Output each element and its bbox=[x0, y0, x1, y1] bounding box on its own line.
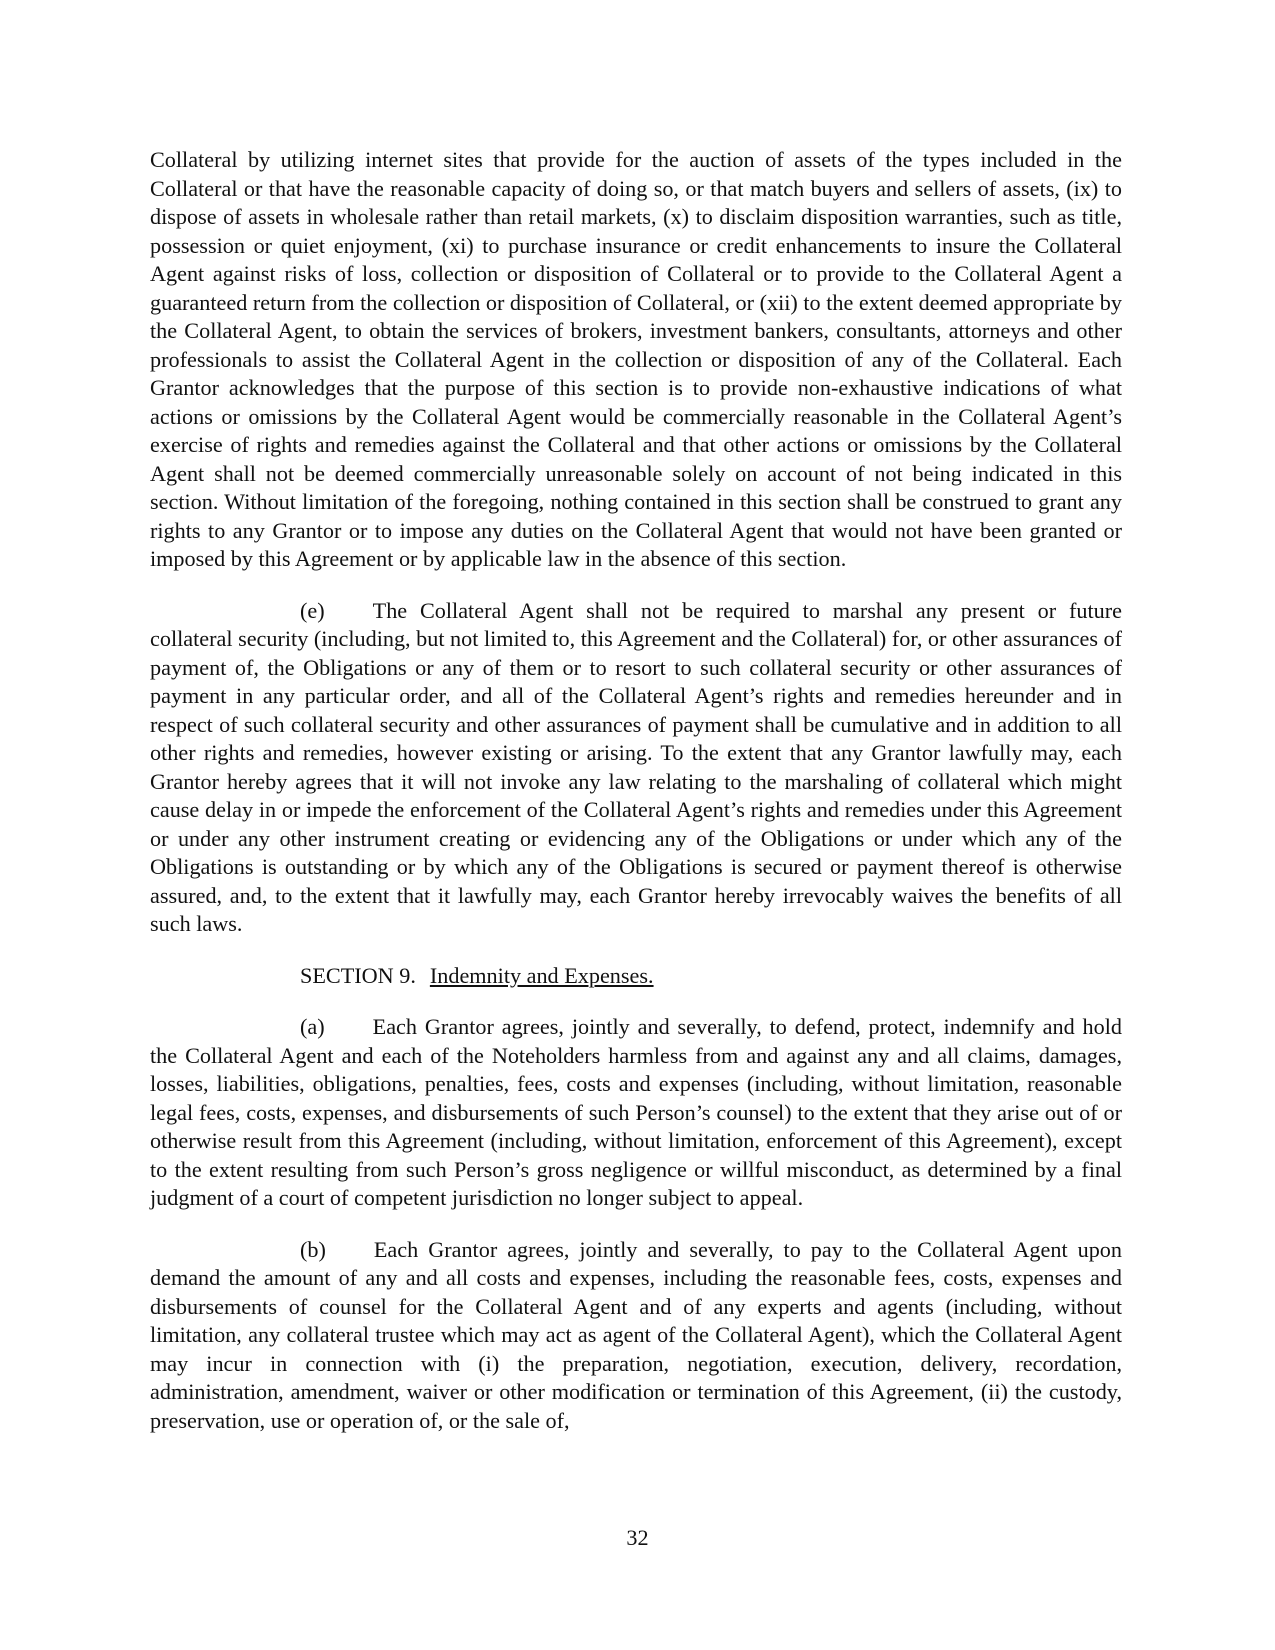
section-title: Indemnity and Expenses. bbox=[429, 962, 654, 988]
paragraph-e-text: The Collateral Agent shall not be required to marshal any present or future collateral security (including, but not limited to, this Agreement and the Collateral) for, or other assurances of payment of, the Obligations or any of them or to resort to such collateral security or other assurances of payment in any particular order, and all of the Collateral Agent’s rights and remedies hereunder and in respect of such collateral security and other assurances of payment shall be cumulative and in addition to all other rights and remedies, however existing or arising. To the extent that any Grantor lawfully may, each Grantor hereby agrees that it will not invoke any law relating to the marshaling of collateral which might cause delay in or impede the enforcement of the Collateral Agent’s rights and remedies under this Agreement or under any other instrument creating or evidencing any of the Obligations or under which any of the Obligations is outstanding or by which any of the Obligations is secured or payment thereof is otherwise assured, and, to the extent that it lawfully may, each Grantor hereby irrevocably waives the benefits of all such laws. bbox=[150, 597, 1122, 936]
paragraph-b bbox=[150, 1236, 1122, 1436]
paragraph-a-label: (a) bbox=[300, 1014, 325, 1039]
paragraph-b-text: Each Grantor agrees, jointly and severally, to pay to the Collateral Agent upon demand the amount of any and all costs and expenses, including the reasonable fees, costs, expenses and disbursements of counsel for the Collateral Agent and of any experts and agents (including, without limitation, any collateral trustee which may act as agent of the Collateral Agent), which the Collateral Agent may incur in connection with (i) the preparation, negotiation, execution, delivery, recordation, administration, amendment, waiver or other modification or termination of this Agreement, (ii) the custody, preservation, use or operation of, or the sale of, bbox=[150, 1236, 1122, 1433]
section-number: SECTION 9. bbox=[300, 962, 416, 988]
paragraph-continued: Collateral by utilizing internet sites that provide for the auction of assets of the types included in the Collateral or that have the reasonable capacity of doing so, or that match buyers and sellers of assets, (ix) to dispose of assets in wholesale rather than retail markets, (x) to disclaim disposition warranties, such as title, possession or quiet enjoyment, (xi) to purchase insurance or credit enhancements to insure the Collateral Agent against risks of loss, collection or disposition of Collateral or to provide to the Collateral Agent a guaranteed return from the collection or disposition of Collateral, or (xii) to the extent deemed appropriate by the Collateral Agent, to obtain the services of brokers, investment bankers, consultants, attorneys and other professionals to assist the Collateral Agent in the collection or disposition of any of the Collateral. Each Grantor acknowledges that the purpose of this section is to provide non-exhaustive indications of what actions or omissions by the Collateral Agent would be commercially reasonable in the Collateral Agent’s exercise of rights and remedies against the Collateral and that other actions or omissions by the Collateral Agent shall not be deemed commercially unreasonable solely on account of not being indicated in this section. Without limitation of the foregoing, nothing contained in this section shall be construed to grant any rights to any Grantor or to impose any duties on the Collateral Agent that would not have been granted or imposed by this Agreement or by applicable law in the absence of this section. bbox=[150, 147, 1122, 571]
paragraph-b-label: (b) bbox=[300, 1236, 326, 1262]
page-number: 32 bbox=[626, 1525, 649, 1550]
paragraph-a bbox=[150, 1013, 1122, 1213]
paragraph-a-text: Each Grantor agrees, jointly and severally, to defend, protect, indemnify and hold the Collateral Agent and each of the Noteholders harmless from and against any and all claims, damages, losses, liabilities, obligations, penalties, fees, costs and expenses (including, without limitation, reasonable legal fees, costs, expenses, and disbursements of such Person’s counsel) to the extent that they arise out of or otherwise result from this Agreement (including, without limitation, enforcement of this Agreement), except to the extent resulting from such Person’s gross negligence or willful misconduct, as determined by a final judgment of a court of competent jurisdiction no longer subject to appeal. bbox=[150, 1014, 1122, 1210]
paragraph-e-label: (e) bbox=[300, 597, 325, 623]
paragraph-e bbox=[150, 597, 1122, 939]
document-body bbox=[150, 146, 1122, 1458]
section-heading bbox=[150, 962, 1122, 991]
